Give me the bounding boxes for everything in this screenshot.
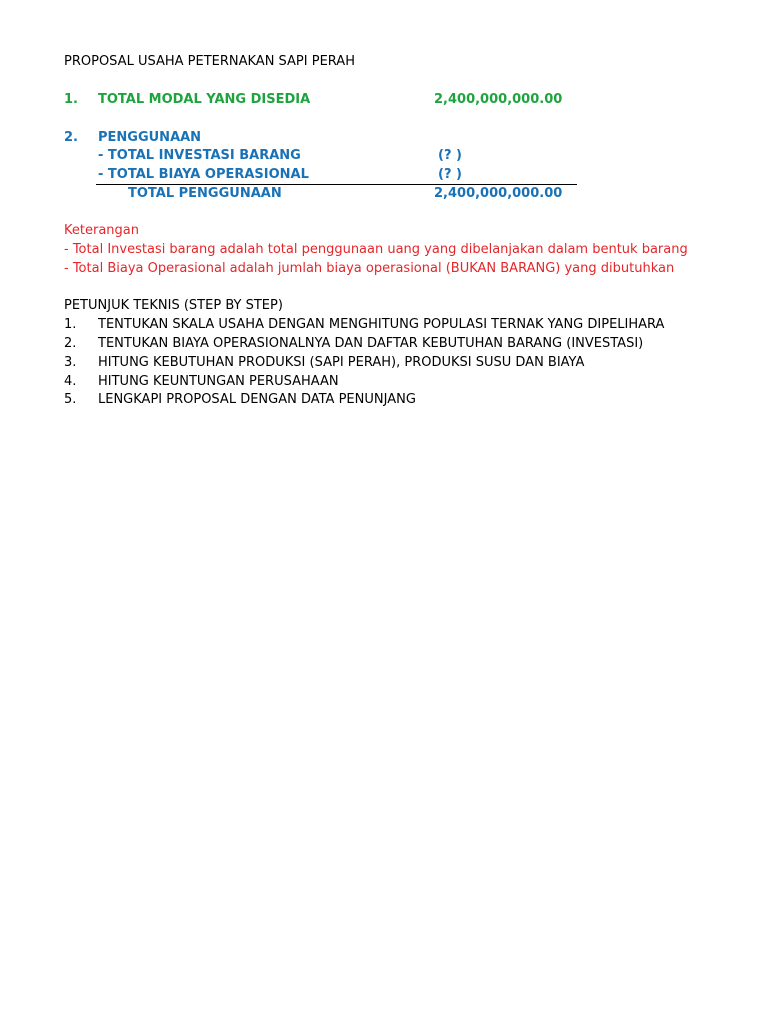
step-number: 1. xyxy=(64,317,77,332)
note-biaya-operasional: - Total Biaya Operasional adalah jumlah biaya operasional (BUKAN BARANG) yang dibutuhkan xyxy=(64,261,675,276)
step-text: TENTUKAN SKALA USAHA DENGAN MENGHITUNG POPULASI TERNAK YANG DIPELIHARA xyxy=(98,317,665,332)
notes-heading: Keterangan xyxy=(64,223,139,238)
total-penggunaan-value: 2,400,000,000.00 xyxy=(434,186,563,201)
step-text: HITUNG KEBUTUHAN PRODUKSI (SAPI PERAH), PRODUKSI SUSU DAN BIAYA xyxy=(98,355,585,370)
section-1-number: 1. xyxy=(64,92,78,107)
biaya-operasional-value: (? ) xyxy=(438,167,462,182)
step-text: LENGKAPI PROPOSAL DENGAN DATA PENUNJANG xyxy=(98,392,416,407)
instructions-heading: PETUNJUK TEKNIS (STEP BY STEP) xyxy=(64,298,283,313)
total-penggunaan-label: TOTAL PENGGUNAAN xyxy=(128,186,282,201)
step-number: 4. xyxy=(64,374,77,389)
section-2-number: 2. xyxy=(64,130,78,145)
section-1-value: 2,400,000,000.00 xyxy=(434,92,563,107)
step-number: 5. xyxy=(64,392,77,407)
document-title: PROPOSAL USAHA PETERNAKAN SAPI PERAH xyxy=(64,54,355,69)
step-text: HITUNG KEUNTUNGAN PERUSAHAAN xyxy=(98,374,339,389)
step-text: TENTUKAN BIAYA OPERASIONALNYA DAN DAFTAR KEBUTUHAN BARANG (INVESTASI) xyxy=(98,336,644,351)
investasi-value: (? ) xyxy=(438,148,462,163)
section-2-label: PENGGUNAAN xyxy=(98,130,202,145)
section-1-label: TOTAL MODAL YANG DISEDIA xyxy=(98,92,311,107)
step-number: 3. xyxy=(64,355,77,370)
step-number: 2. xyxy=(64,336,77,351)
biaya-operasional-label: - TOTAL BIAYA OPERASIONAL xyxy=(98,167,309,182)
investasi-label: - TOTAL INVESTASI BARANG xyxy=(98,148,301,163)
note-investasi: - Total Investasi barang adalah total penggunaan uang yang dibelanjakan dalam bentuk barang xyxy=(64,242,688,257)
